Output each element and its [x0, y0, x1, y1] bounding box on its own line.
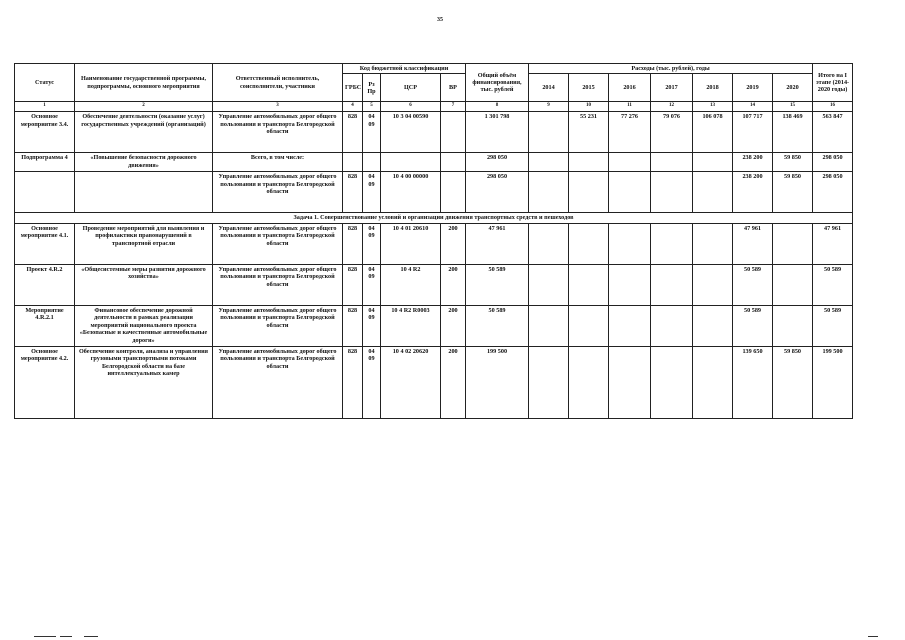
cell-vr: 200 [441, 223, 466, 264]
cell-status: Основное мероприятие 4.2. [15, 346, 75, 418]
cell-year [651, 172, 693, 213]
cell-year [651, 346, 693, 418]
cell-stage-total: 50 589 [813, 305, 853, 346]
table-row [15, 305, 853, 346]
cell-stage-total: 199 500 [813, 346, 853, 418]
column-number: 2 [75, 102, 213, 112]
cell-total: 298 050 [466, 172, 529, 213]
cell-year: 238 200 [733, 172, 773, 213]
cell-status: Мероприятие 4.R.2.1 [15, 305, 75, 346]
cell-executor: Управление автомобильных дорог общего пользования и транспорта Белгородской области [213, 346, 343, 418]
header-rzpr: Рз Пр [363, 74, 381, 102]
cell-year [609, 346, 651, 418]
cell-grbs [343, 153, 363, 172]
cell-executor: Управление автомобильных дорог общего пользования и транспорта Белгородской области [213, 172, 343, 213]
cell-stage-total: 50 589 [813, 264, 853, 305]
cell-year [773, 305, 813, 346]
cell-year: 55 231 [569, 112, 609, 153]
cell-year [529, 223, 569, 264]
cell-csr: 10 4 01 20610 [381, 223, 441, 264]
column-number-row [15, 102, 853, 112]
cell-csr: 10 4 02 20620 [381, 346, 441, 418]
cell-stage-total: 298 050 [813, 153, 853, 172]
cell-rzpr: 04 09 [363, 172, 381, 213]
cell-year [569, 346, 609, 418]
cell-year [529, 153, 569, 172]
header-year: 2019 [733, 74, 773, 102]
header-grbs: ГРБС [343, 74, 363, 102]
cell-csr [381, 153, 441, 172]
cell-year [529, 305, 569, 346]
cell-year [693, 305, 733, 346]
cell-csr: 10 3 04 00590 [381, 112, 441, 153]
header-total-funding: Общий объём финансирования, тыс. рублей [466, 64, 529, 102]
table-row [15, 346, 853, 418]
column-number: 4 [343, 102, 363, 112]
cell-status: Основное мероприятие 3.4. [15, 112, 75, 153]
column-number: 1 [15, 102, 75, 112]
cell-year [693, 172, 733, 213]
cell-grbs: 828 [343, 346, 363, 418]
column-number: 16 [813, 102, 853, 112]
header-program: Наименование государственной программы, подпрограммы, основного мероприятия [75, 64, 213, 102]
cell-year: 50 589 [733, 264, 773, 305]
cell-year: 138 469 [773, 112, 813, 153]
cell-grbs: 828 [343, 112, 363, 153]
cell-stage-total: 47 961 [813, 223, 853, 264]
cell-name: Обеспечение деятельности (оказание услуг) государственных учреждений (организаций) [75, 112, 213, 153]
cell-name: Финансовое обеспечение дорожной деятельности в рамках реализации мероприятий национального проекта «Безопасные и качественные автомобильные дороги» [75, 305, 213, 346]
cell-year [773, 264, 813, 305]
cell-rzpr: 04 09 [363, 223, 381, 264]
column-number: 11 [609, 102, 651, 112]
table-row [15, 172, 853, 213]
cell-year: 107 717 [733, 112, 773, 153]
column-number: 13 [693, 102, 733, 112]
cell-year: 59 850 [773, 153, 813, 172]
header-year: 2014 [529, 74, 569, 102]
header-year: 2015 [569, 74, 609, 102]
cell-year [529, 346, 569, 418]
cell-vr: 200 [441, 264, 466, 305]
cell-rzpr [363, 153, 381, 172]
cell-year: 139 650 [733, 346, 773, 418]
cell-executor: Управление автомобильных дорог общего пользования и транспорта Белгородской области [213, 264, 343, 305]
cell-year [693, 346, 733, 418]
column-number: 12 [651, 102, 693, 112]
cell-year: 50 589 [733, 305, 773, 346]
cell-year [529, 112, 569, 153]
cell-total: 298 050 [466, 153, 529, 172]
table-row [15, 153, 853, 172]
cell-status: Подпрограмма 4 [15, 153, 75, 172]
cell-name: «Общесистемные меры развития дорожного хозяйства» [75, 264, 213, 305]
cell-grbs: 828 [343, 223, 363, 264]
scan-mark [60, 636, 72, 637]
cell-year: 238 200 [733, 153, 773, 172]
header-budget-code: Код бюджетной классификации [343, 64, 466, 74]
cell-year [529, 264, 569, 305]
cell-year [569, 264, 609, 305]
cell-executor: Управление автомобильных дорог общего пользования и транспорта Белгородской области [213, 305, 343, 346]
cell-stage-total: 563 847 [813, 112, 853, 153]
cell-rzpr: 04 09 [363, 305, 381, 346]
cell-year: 77 276 [609, 112, 651, 153]
cell-year [529, 172, 569, 213]
table-row [15, 264, 853, 305]
cell-grbs: 828 [343, 172, 363, 213]
column-number: 15 [773, 102, 813, 112]
scan-mark [34, 636, 56, 637]
cell-year: 59 850 [773, 172, 813, 213]
cell-stage-total: 298 050 [813, 172, 853, 213]
cell-status [15, 172, 75, 213]
cell-total: 50 589 [466, 305, 529, 346]
cell-vr [441, 112, 466, 153]
cell-executor: Управление автомобильных дорог общего пользования и транспорта Белгородской области [213, 223, 343, 264]
column-number: 14 [733, 102, 773, 112]
cell-executor: Всего, в том числе: [213, 153, 343, 172]
cell-total: 47 961 [466, 223, 529, 264]
cell-rzpr: 04 09 [363, 346, 381, 418]
budget-table [14, 63, 853, 419]
header-csr: ЦСР [381, 74, 441, 102]
column-number: 8 [466, 102, 529, 112]
column-number: 3 [213, 102, 343, 112]
header-year: 2017 [651, 74, 693, 102]
cell-name: Обеспечение контроля, анализа и управления грузовыми транспортными потоками Белгородской области на базе интеллектуальных камер [75, 346, 213, 418]
cell-vr: 200 [441, 346, 466, 418]
cell-year [651, 264, 693, 305]
header-year: 2018 [693, 74, 733, 102]
header-executor: Ответственный исполнитель, соисполнители, участники [213, 64, 343, 102]
cell-name: Проведение мероприятий для выявления и профилактики правонарушений в транспортной отрасли [75, 223, 213, 264]
cell-rzpr: 04 09 [363, 264, 381, 305]
cell-year: 47 961 [733, 223, 773, 264]
cell-year: 106 078 [693, 112, 733, 153]
cell-csr: 10 4 R2 [381, 264, 441, 305]
column-number: 6 [381, 102, 441, 112]
cell-year [609, 172, 651, 213]
column-number: 7 [441, 102, 466, 112]
cell-vr: 200 [441, 305, 466, 346]
cell-year: 59 850 [773, 346, 813, 418]
cell-year [773, 223, 813, 264]
cell-year [651, 305, 693, 346]
cell-year [609, 223, 651, 264]
cell-total: 50 589 [466, 264, 529, 305]
cell-grbs: 828 [343, 264, 363, 305]
header-total-stage: Итого на I этапе (2014-2020 годы) [813, 64, 853, 102]
cell-csr: 10 4 00 00000 [381, 172, 441, 213]
cell-total: 199 500 [466, 346, 529, 418]
table-row [15, 112, 853, 153]
cell-year [693, 264, 733, 305]
cell-status: Основное мероприятие 4.1. [15, 223, 75, 264]
cell-rzpr: 04 09 [363, 112, 381, 153]
scan-mark [868, 636, 878, 637]
cell-year [651, 223, 693, 264]
cell-total: 1 301 798 [466, 112, 529, 153]
header-year: 2020 [773, 74, 813, 102]
cell-vr [441, 153, 466, 172]
cell-name: «Повышение безопасности дорожного движения» [75, 153, 213, 172]
cell-year [569, 153, 609, 172]
cell-year [609, 264, 651, 305]
task-title: Задача 1. Совершенствование условий и организации движения транспортных средств и пешеходов [15, 213, 853, 223]
cell-executor: Управление автомобильных дорог общего пользования и транспорта Белгородской области [213, 112, 343, 153]
cell-csr: 10 4 R2 R0003 [381, 305, 441, 346]
column-number: 10 [569, 102, 609, 112]
cell-year [569, 305, 609, 346]
cell-year [693, 153, 733, 172]
cell-vr [441, 172, 466, 213]
header-year: 2016 [609, 74, 651, 102]
cell-status: Проект 4.R.2 [15, 264, 75, 305]
cell-year [609, 305, 651, 346]
header-status: Статус [15, 64, 75, 102]
cell-year [609, 153, 651, 172]
cell-name [75, 172, 213, 213]
cell-year [569, 172, 609, 213]
task-row [15, 213, 853, 223]
cell-year [569, 223, 609, 264]
column-number: 9 [529, 102, 569, 112]
scan-mark [84, 636, 98, 637]
page-number: 35 [437, 17, 443, 23]
cell-grbs: 828 [343, 305, 363, 346]
cell-year [693, 223, 733, 264]
table-header [15, 64, 853, 112]
table-row [15, 223, 853, 264]
header-expenses: Расходы (тыс. рублей), годы [529, 64, 813, 74]
header-vr: ВР [441, 74, 466, 102]
column-number: 5 [363, 102, 381, 112]
cell-year [651, 153, 693, 172]
cell-year: 79 076 [651, 112, 693, 153]
